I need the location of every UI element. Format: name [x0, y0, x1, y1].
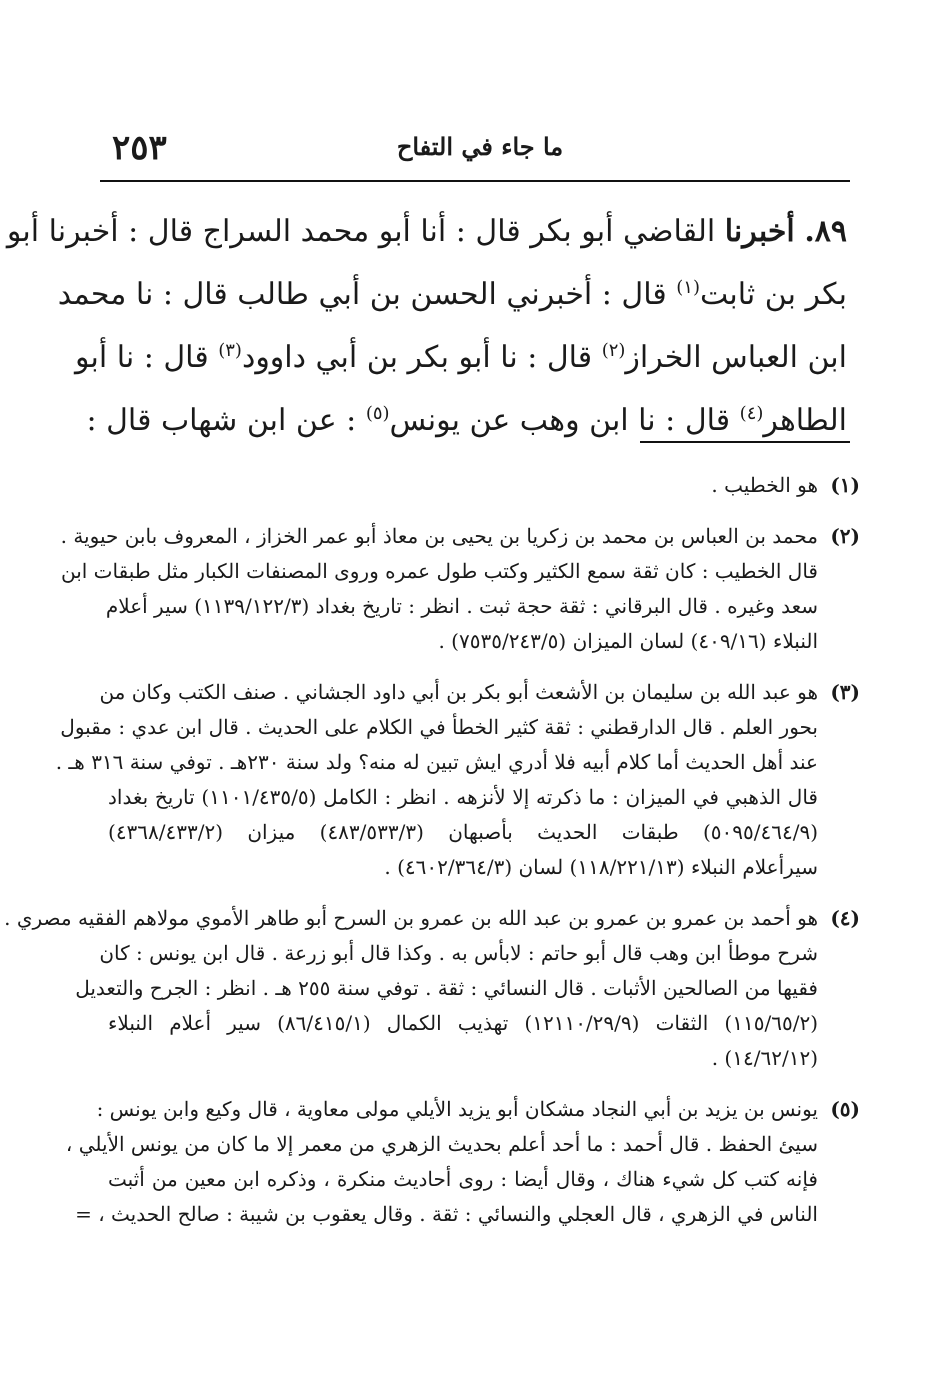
header-rule [100, 180, 850, 182]
footnote-5 [65, 1092, 860, 1232]
hadith-segment: القاضي أبو بكر قال : أنا أبو محمد السراج قال : أخبرنا أبو [6, 214, 716, 249]
hadith-segment: : عن ابن شهاب قال : [86, 403, 357, 438]
hadith-lead-word: أخبرنا [724, 214, 795, 249]
footnote-line: سيئ الحفظ . قال أحمد : ما أحد أعلم بحديث الزهري من معمر إلا ما كان من يونس الأيلي ، [65, 1132, 818, 1156]
footnote-ref: (١) [676, 277, 700, 298]
footnotes [4, 468, 860, 1248]
footnote-ref: (٥) [365, 403, 390, 424]
footnote-marker: (٤) [830, 906, 860, 930]
hadith-segment: قال : نا أبو [75, 340, 209, 375]
footnote-4 [4, 901, 860, 1076]
footnote-line: سيرأعلام النبلاء (١١٨/٢٢١/١٣) لسان (٤٦٠٢/٣٦٤/٣) . [384, 855, 818, 879]
footnote-line: قال الذهبي في الميزان : ما ذكرته إلا لأنزهه . انظر : الكامل (١١٠١/٤٣٥/٥) تاريخ بغداد [108, 785, 818, 809]
footnote-ref: (٢) [601, 340, 626, 361]
hadith-segment: قال : نا ابن وهب عن يونس [389, 403, 731, 438]
footnote-line: هو أحمد بن عمرو بن عمرو بن عبد الله بن عمرو بن السرح أبو طاهر الأموي مولاهم الفقيه مصري . [4, 906, 818, 930]
footnote-1 [108, 468, 860, 503]
hadith-segment: قال : نا أبو بكر بن أبي داوود [241, 340, 593, 375]
footnote-line: بحور العلم . قال الدارقطني : ثقة كثير الخطأ في الكلام على الحديث . قال ابن عدي : مقبول [60, 715, 818, 739]
hadith-text [6, 200, 847, 452]
footnote-line: النبلاء (٤٠٩/١٦) لسان الميزان (٧٥٣٥/٢٤٣/٥) . [438, 629, 818, 653]
hadith-segment: قال : أخبرني الحسن بن أبي طالب قال : نا محمد [57, 277, 667, 312]
footnote-ref: (٤) [739, 403, 764, 424]
footnote-line: الناس في الزهري ، قال العجلي والنسائي : ثقة . وقال يعقوب بن شيبة : صالح الحديث ، = [75, 1202, 818, 1226]
footnote-line: فإنه كتب كل شيء هناك ، وقال أيضا : روى أحاديث منكرة ، وذكره ابن معين من أثبت [108, 1167, 818, 1191]
footnote-line: شرح موطأ ابن وهب قال أبو حاتم : لابأس به . وكذا قال أبو زرعة . قال ابن يونس : كان [99, 941, 818, 965]
footnote-line: (٥٠٩٥/٤٦٤/٩) طبقات الحديث بأصبهان (٤٨٣/٥٣٣/٣) ميزان (٤٣٦٨/٤٣٣/٢) [108, 820, 818, 844]
footnote-line: محمد بن العباس بن محمد بن زكريا بن يحيى بن معاذ أبو عمر الخزاز ، المعروف بابن حيوية . [60, 524, 818, 548]
hadith-line-2 [57, 263, 847, 326]
footnote-marker: (٥) [830, 1097, 860, 1121]
page-number: ٢٥٣ [112, 128, 167, 168]
hadith-number: ٨٩. [804, 214, 847, 249]
footnote-line: سعد وغيره . قال البرقاني : ثقة حجة ثبت . انظر : تاريخ بغداد (١١٣٩/١٢٢/٣) سير أعلام [105, 594, 818, 618]
footnote-line: هو عبد الله بن سليمان بن الأشعث أبو بكر بن أبي داود الجشاني . صنف الكتب وكان من [99, 680, 818, 704]
footnote-marker: (٢) [830, 524, 860, 548]
footnote-2 [60, 519, 860, 659]
hadith-line-1 [6, 200, 847, 263]
footnote-line: (١١٥/٦٥/٢) الثقات (١٢١١٠/٢٩/٩) تهذيب الكمال (٨٦/٤١٥/١) سير أعلام النبلاء [108, 1011, 818, 1035]
footnote-line: فقيها من الصالحين الأثبات . قال النسائي : ثقة . توفي سنة ٢٥٥ هـ . انظر : الجرح والتعديل [75, 976, 818, 1000]
footnote-separator [640, 441, 850, 443]
footnote-line: (١٤/٦٢/١٢) . [711, 1046, 818, 1070]
footnote-marker: (١) [830, 473, 860, 497]
footnote-line: يونس بن يزيد بن أبي النجاد مشكان أبو يزيد الأيلي مولى معاوية ، قال وكيع وابن يونس : [96, 1097, 818, 1121]
hadith-line-3 [75, 326, 847, 389]
footnote-3 [55, 675, 860, 885]
footnote-line: قال الخطيب : كان ثقة سمع الكثير وكتب طول عمره وروى المصنفات الكبار مثل طبقات ابن [60, 559, 818, 583]
hadith-segment: ابن العباس الخراز [625, 340, 847, 375]
footnote-marker: (٣) [830, 680, 860, 704]
hadith-segment: الطاهر [763, 403, 847, 438]
footnote-line: عند أهل الحديث أما كلام أبيه فلا أدري ايش تبين له منه؟ ولد سنة ٢٣٠هـ . توفي سنة ٣١٦ هـ . [55, 750, 818, 774]
chapter-title: ما جاء في التفاح [396, 132, 564, 161]
hadith-segment: بكر بن ثابت [699, 277, 847, 312]
footnote-ref: (٣) [218, 340, 242, 361]
footnote-line: هو الخطيب . [711, 473, 818, 497]
